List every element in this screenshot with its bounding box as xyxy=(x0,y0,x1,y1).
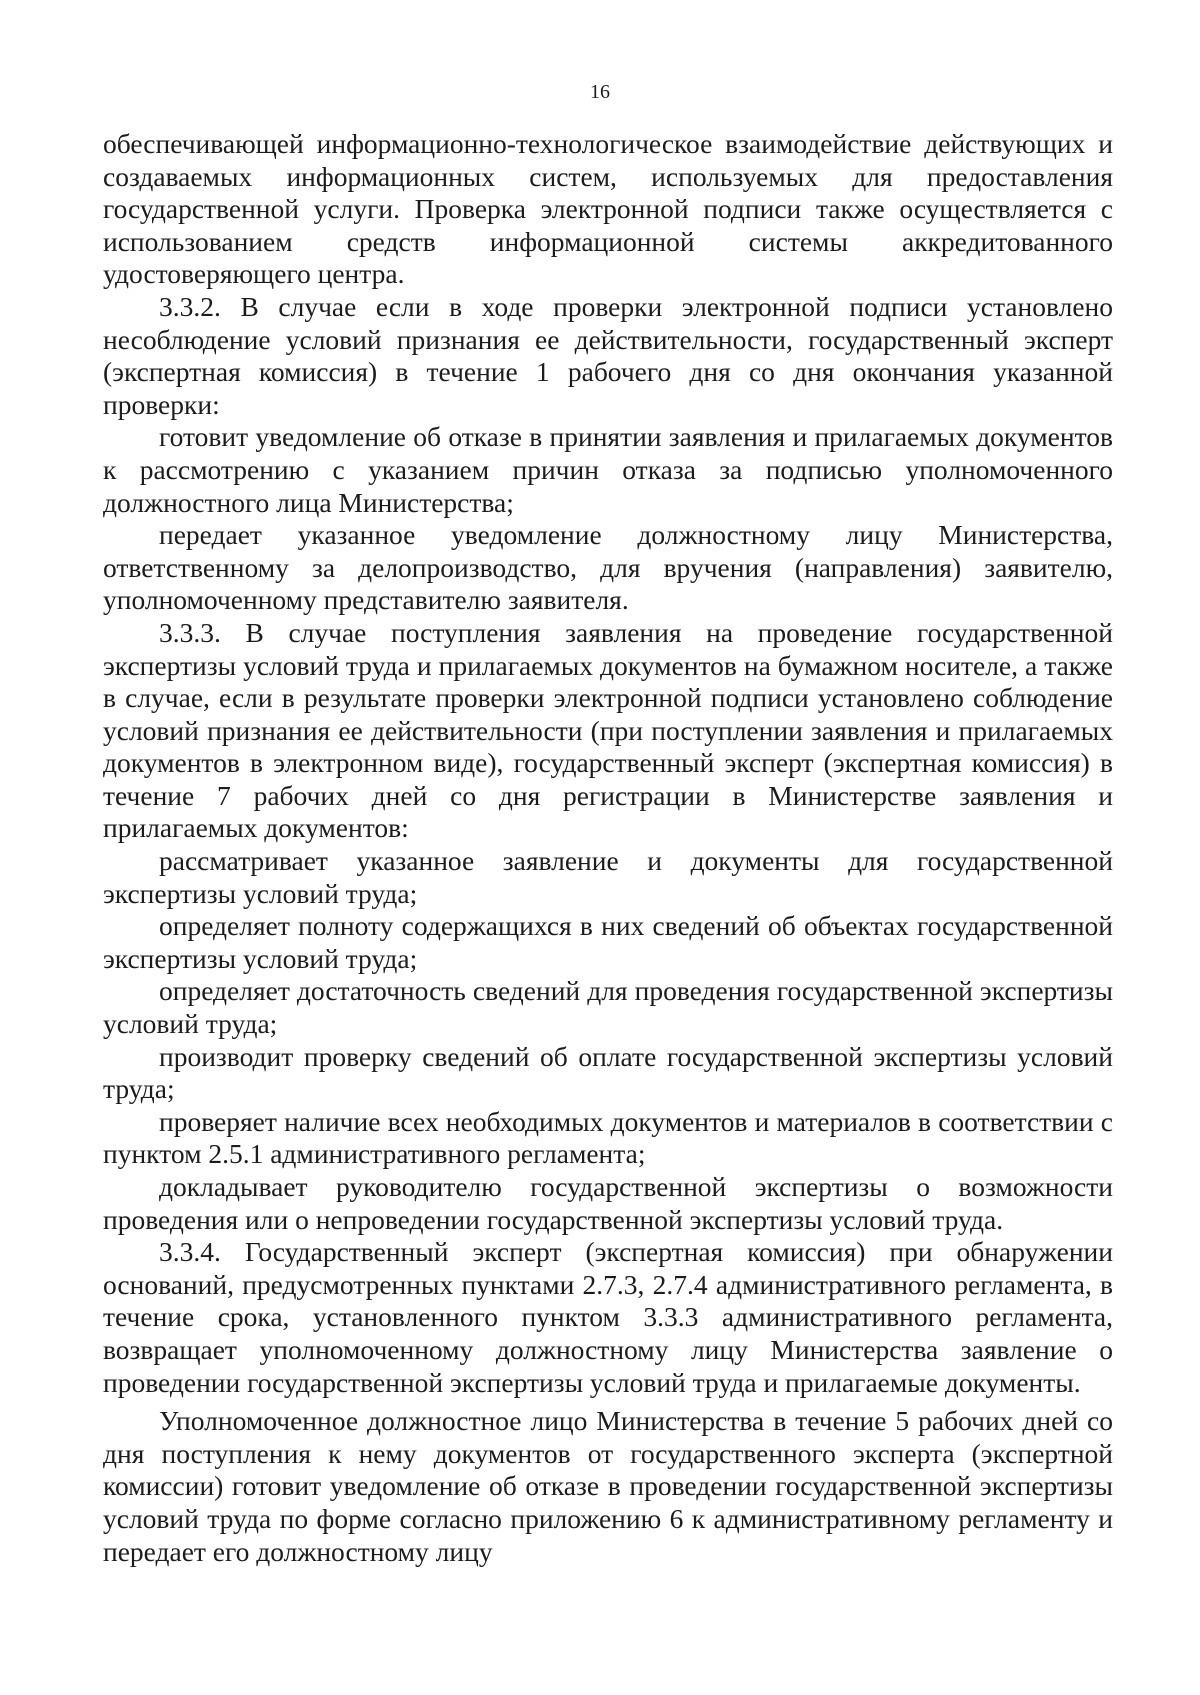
paragraph-item-completeness: определяет полноту содержащихся в них сведений об объектах государственной экспертизы условий труда; xyxy=(103,910,1113,974)
paragraph-item-reports: докладывает руководителю государственной экспертизы о возможности проведения или о непроведении государственной экспертизы условий труда. xyxy=(103,1171,1113,1235)
paragraph-3-3-2: 3.3.2. В случае если в ходе проверки электронной подписи установлено несоблюдение условий признания ее действительности, государственный эксперт (экспертная комиссия) в течение 1 рабочего дня со дня окончания указанной проверки: xyxy=(103,290,1113,420)
paragraph-item-transfers-notice: передает указанное уведомление должностному лицу Министерства, ответственному за делопроизводство, для вручения (направления) заявителю, уполномоченному представителю заявителя. xyxy=(103,519,1113,616)
paragraph-item-reviews: рассматривает указанное заявление и документы для государственной экспертизы условий труда; xyxy=(103,845,1113,909)
paragraph-3-3-3: 3.3.3. В случае поступления заявления на проведение государственной экспертизы условий труда и прилагаемых документов на бумажном носителе, а также в случае, если в результате проверки электронной подписи установлено соблюдение условий признания ее действительности (при поступлении заявления и прилагаемых документов в электронном виде), государственный эксперт (экспертная комиссия) в течение 7 рабочих дней со дня регистрации в Министерстве заявления и прилагаемых документов: xyxy=(103,616,1113,844)
paragraph-item-payment-check: производит проверку сведений об оплате государственной экспертизы условий труда; xyxy=(103,1040,1113,1105)
paragraph-authorized-official: Уполномоченное должностное лицо Министерства в течение 5 рабочих дней со дня поступления к нему документов от государственного эксперта (экспертной комиссии) готовит уведомление об отказе в проведении государственной экспертизы условий труда по форме согласно приложению 6 к административному регламенту и передает его должностному лицу xyxy=(103,1405,1113,1567)
paragraph-item-documents-check: проверяет наличие всех необходимых документов и материалов в соответствии с пунктом 2.5.1 административного регламента; xyxy=(103,1105,1113,1170)
paragraph-item-sufficiency: определяет достаточность сведений для проведения государственной экспертизы условий труда; xyxy=(103,975,1113,1040)
paragraph-item-prepares-notice: готовит уведомление об отказе в принятии заявления и прилагаемых документов к рассмотрению с указанием причин отказа за подписью уполномоченного должностного лица Министерства; xyxy=(103,421,1113,518)
paragraph-3-3-4: 3.3.4. Государственный эксперт (экспертная комиссия) при обнаружении оснований, предусмотренных пунктами 2.7.3, 2.7.4 административного регламента, в течение срока, установленного пунктом 3.3.3 административного регламента, возвращает уполномоченному должностному лицу Министерства заявление о проведении государственной экспертизы условий труда и прилагаемые документы. xyxy=(103,1236,1113,1398)
document-body xyxy=(103,128,1113,1568)
paragraph-continuation: обеспечивающей информационно-технологическое взаимодействие действующих и создаваемых информационных систем, используемых для предоставления государственной услуги. Проверка электронной подписи также осуществляется с использованием средств информационной системы аккредитованного удостоверяющего центра. xyxy=(103,128,1113,290)
page-number: 16 xyxy=(590,81,610,103)
